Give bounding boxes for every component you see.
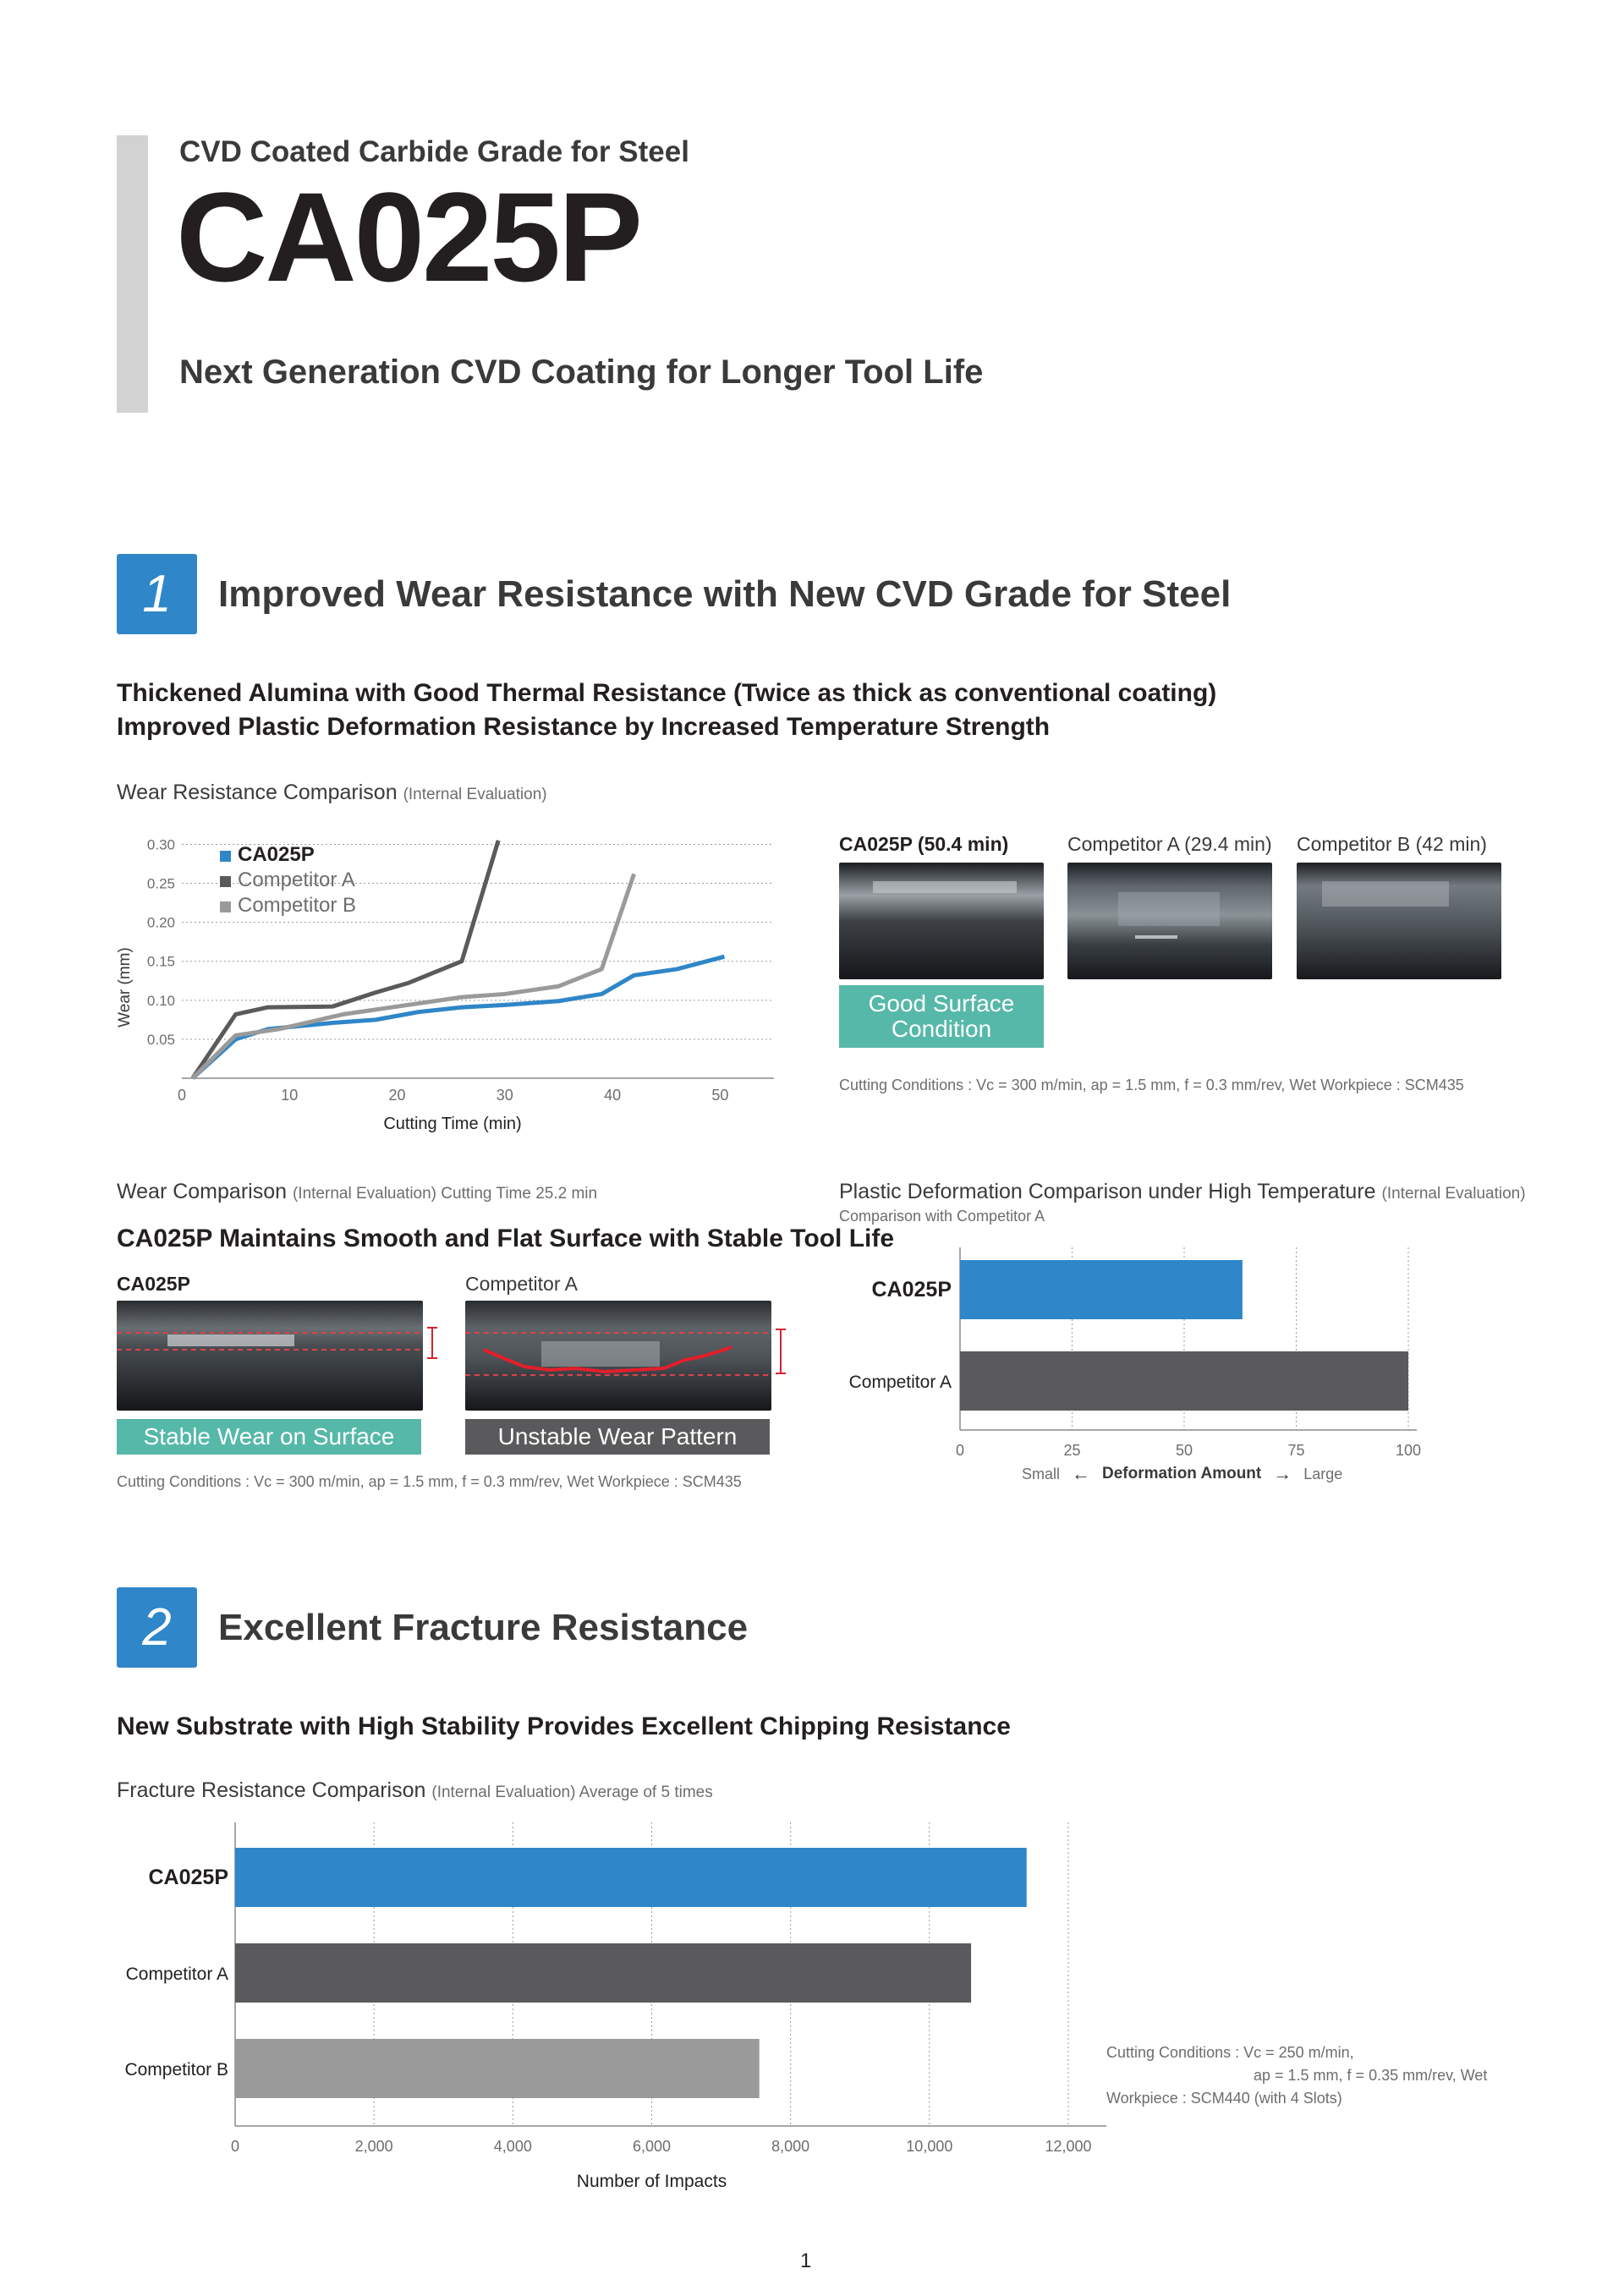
fracture-bar-competitor-a	[235, 1943, 971, 2003]
wear-chart-y-tick: 0.30	[146, 836, 175, 853]
product-category: CVD Coated Carbide Grade for Steel	[179, 135, 689, 168]
plastic-deformation-eval: (Internal Evaluation)	[1381, 1185, 1526, 1203]
wear-chart-eval: (Internal Evaluation)	[403, 786, 547, 803]
cutting-conditions-1: Cutting Conditions : Vc = 300 m/min, ap = 1.5 mm, f = 0.3 mm/rev, Wet Workpiece : SCM435	[839, 1077, 1464, 1093]
fracture-bar-ca025p	[235, 1848, 1027, 1907]
wear-chart-y-tick: 0.10	[146, 992, 175, 1009]
wear-comparison-label-ca025p: CA025P	[117, 1273, 190, 1295]
wear-chart-x-tick: 0	[177, 1087, 187, 1104]
cutting-conditions-2: Cutting Conditions : Vc = 300 m/min, ap = 1.5 mm, f = 0.3 mm/rev, Wet Workpiece : SCM435	[117, 1473, 742, 1490]
fracture-resistance-bar-chart	[110, 1818, 1125, 2190]
fracture-x-tick: 8,000	[771, 2138, 810, 2155]
competitor-b-wear-photo	[1297, 863, 1501, 979]
wear-legend-label: CA025P	[238, 843, 315, 866]
stable-wear-badge: Stable Wear on Surface	[117, 1419, 421, 1455]
competitor-a-wear-photo	[1067, 863, 1272, 979]
section-2-number: 2	[117, 1587, 197, 1668]
good-surface-badge: Good Surface Condition	[839, 985, 1044, 1048]
competitor-a-unstable-wear-photo	[465, 1301, 771, 1411]
ca025p-wear-photo	[839, 863, 1044, 979]
photo-label-competitor-a: Competitor A (29.4 min)	[1067, 833, 1272, 855]
deformation-large-label: Large	[1303, 1465, 1343, 1482]
deform-bar-competitor-a	[960, 1351, 1408, 1411]
fracture-bar-competitor-b	[235, 2039, 760, 2098]
header-accent-bar	[117, 135, 148, 413]
fracture-category-label: Competitor A	[125, 1964, 228, 1984]
deform-x-tick: 25	[1063, 1442, 1081, 1459]
unstable-wear-badge: Unstable Wear Pattern	[465, 1419, 770, 1455]
deform-x-tick: 0	[955, 1442, 965, 1459]
wear-chart-x-axis-label: Cutting Time (min)	[383, 1115, 522, 1133]
deform-x-tick: 100	[1395, 1442, 1422, 1459]
arrow-left-icon: ←	[1072, 1463, 1091, 1484]
deformation-amount-label: Deformation Amount	[1102, 1465, 1262, 1482]
wear-chart-x-tick: 10	[281, 1087, 299, 1104]
wear-comparison-eval: (Internal Evaluation) Cutting Time 25.2 min	[292, 1185, 598, 1203]
ca025p-stable-wear-photo	[117, 1301, 423, 1411]
wear-chart-title-text: Wear Resistance Comparison	[117, 781, 398, 804]
section-1-lead-1: Thickened Alumina with Good Thermal Resistance (Twice as thick as conventional coating)	[117, 679, 1217, 707]
wear-chart-y-tick: 0.20	[146, 914, 175, 931]
section-2-title: Excellent Fracture Resistance	[218, 1607, 749, 1648]
deformation-small-label: Small	[1022, 1465, 1061, 1482]
wear-legend-swatch	[220, 901, 231, 912]
wear-comparison-heading: CA025P Maintains Smooth and Flat Surface with Stable Tool Life	[117, 1225, 895, 1252]
arrow-right-icon: →	[1273, 1463, 1292, 1484]
deformation-axis-legend	[1022, 1463, 1342, 1485]
section-1-number: 1	[117, 554, 197, 634]
fracture-x-tick: 4,000	[493, 2138, 532, 2155]
wear-comparison-title-text: Wear Comparison	[117, 1180, 288, 1203]
fracture-x-tick: 12,000	[1045, 2138, 1092, 2155]
section-1-lead-2: Improved Plastic Deformation Resistance by Increased Temperature Strength	[117, 713, 1051, 741]
fracture-chart-title-text: Fracture Resistance Comparison	[117, 1778, 426, 1802]
wear-legend-swatch	[220, 851, 231, 862]
wear-chart-title	[117, 781, 547, 805]
photo-label-competitor-b: Competitor B (42 min)	[1297, 833, 1487, 855]
photo-label-ca025p: CA025P (50.4 min)	[839, 833, 1009, 855]
wear-legend-swatch	[220, 876, 231, 887]
cutting-conditions-3-line-2: ap = 1.5 mm, f = 0.35 mm/rev, Wet	[1254, 2067, 1488, 2084]
wear-chart-x-tick: 50	[711, 1087, 729, 1104]
plastic-deformation-subtitle: Comparison with Competitor A	[839, 1208, 1045, 1225]
wear-series-line-ca025p	[193, 956, 725, 1078]
fracture-x-tick: 0	[230, 2138, 240, 2155]
wear-comparison-label-competitor-a: Competitor A	[465, 1273, 578, 1295]
plastic-deformation-title	[839, 1180, 1526, 1204]
wear-comparison-title	[117, 1180, 597, 1204]
deform-category-label: CA025P	[871, 1278, 952, 1301]
stable-wear-range-marker	[425, 1326, 439, 1360]
unstable-wear-range-marker	[774, 1328, 787, 1375]
deform-x-tick: 50	[1175, 1442, 1193, 1459]
fracture-x-tick: 6,000	[632, 2138, 672, 2155]
deform-bar-ca025p	[960, 1260, 1243, 1319]
wear-chart-x-tick: 30	[496, 1087, 513, 1104]
fracture-chart-eval: (Internal Evaluation) Average of 5 times	[431, 1784, 713, 1801]
wear-line-chart	[110, 816, 787, 1146]
section-2-lead: New Substrate with High Stability Provides Excellent Chipping Resistance	[117, 1712, 1011, 1740]
cutting-conditions-3-line-3: Workpiece : SCM440 (with 4 Slots)	[1106, 2090, 1342, 2107]
fracture-x-tick: 10,000	[906, 2138, 953, 2155]
cutting-conditions-3-line-1: Cutting Conditions : Vc = 250 m/min,	[1106, 2044, 1354, 2061]
product-title: CA025P	[176, 166, 640, 308]
section-1-title: Improved Wear Resistance with New CVD Grade for Steel	[218, 573, 1232, 615]
deform-category-label: Competitor A	[848, 1373, 952, 1392]
wear-chart-y-tick: 0.05	[146, 1031, 175, 1048]
fracture-x-tick: 2,000	[354, 2138, 393, 2155]
wear-legend-label: Competitor B	[238, 894, 357, 917]
page-number: 1	[800, 2249, 812, 2272]
plastic-deformation-title-text: Plastic Deformation Comparison under High Temperature	[839, 1180, 1376, 1203]
plastic-deformation-bar-chart	[833, 1243, 1442, 1471]
fracture-category-label: Competitor B	[124, 2060, 228, 2080]
product-tagline: Next Generation CVD Coating for Longer Tool Life	[179, 353, 984, 391]
cutting-conditions-3	[1106, 2041, 1504, 2110]
fracture-x-axis-label: Number of Impacts	[576, 2172, 727, 2190]
deform-x-tick: 75	[1287, 1442, 1305, 1459]
fracture-category-label: CA025P	[148, 1866, 228, 1889]
wear-chart-y-tick: 0.25	[146, 875, 175, 892]
wear-chart-y-axis-label: Wear (mm)	[116, 947, 134, 1027]
wear-chart-x-tick: 20	[388, 1087, 406, 1104]
wear-chart-x-tick: 40	[604, 1087, 622, 1104]
fracture-chart-title	[117, 1778, 713, 1803]
wear-legend-label: Competitor A	[238, 869, 355, 891]
wear-chart-y-tick: 0.15	[146, 953, 175, 970]
